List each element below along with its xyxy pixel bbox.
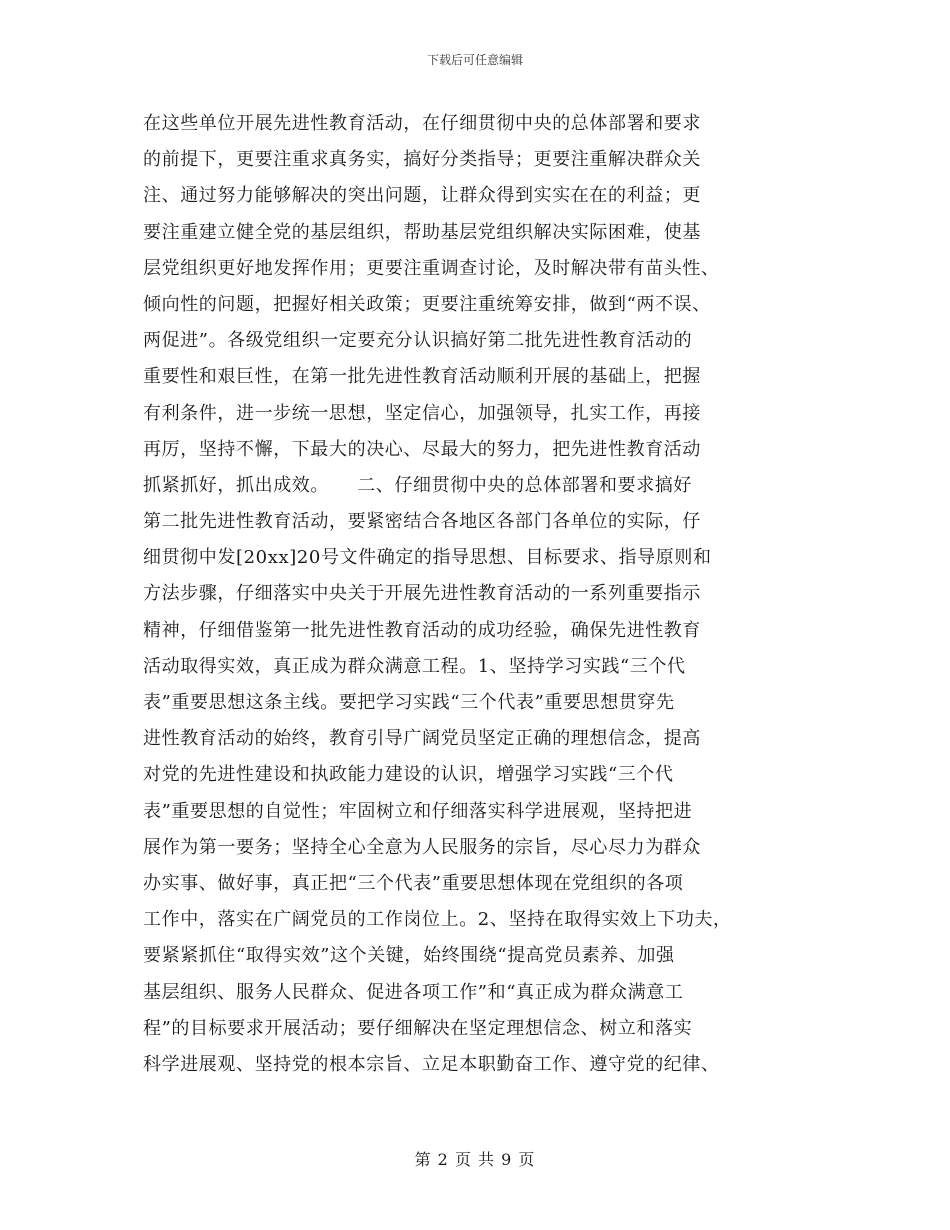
body-line: 方法步骤，仔细落实中央关于开展先进性教育活动的一系列重要指示 [143, 583, 701, 605]
body-line: 倾向性的问题，把握好相关政策；更要注重统筹安排，做到“两不误、 [143, 293, 711, 315]
body-line: 再厉，坚持不懈，下最大的决心、尽最大的努力，把先进性教育活动 [143, 438, 701, 460]
body-line: 重要性和艰巨性，在第一批先进性教育活动顺利开展的基础上，把握 [143, 366, 701, 388]
page-header: 下载后可任意编辑 [426, 53, 523, 67]
body-line: 在这些单位开展先进性教育活动，在仔细贯彻中央的总体部署和要求 [143, 113, 701, 134]
body-line: 注、通过努力能够解决的突出问题，让群众得到实实在在的利益；更 [143, 185, 701, 207]
body-line: 进性教育活动的始终，教育引导广阔党员坚定正确的理想信念，提高 [143, 728, 701, 750]
body-line: 表”重要思想这条主线。要把学习实践“三个代表”重要思想贯穿先 [143, 692, 675, 713]
body-line: 程”的目标要求开展活动；要仔细解决在坚定理想信念、树立和落实 [143, 1017, 693, 1039]
body-line: 抓紧抓好，抓出成效。 二、仔细贯彻中央的总体部署和要求搞好 [143, 474, 692, 496]
page-number: 第 2 页 共 9 页 [414, 1150, 536, 1169]
body-line: 细贯彻中发[20xx]20号文件确定的指导思想、目标要求、指导原则和 [143, 547, 712, 569]
body-line: 基层组织、服务人民群众、促进各项工作”和“真正成为群众满意工 [143, 981, 684, 1003]
document-body [143, 106, 803, 1083]
body-line: 工作中，落实在广阔党员的工作岗位上。2、坚持在取得实效上下功夫， [143, 909, 732, 931]
body-line: 层党组织更好地发挥作用；更要注重调查讨论，及时解决带有苗头性、 [143, 257, 720, 279]
body-line: 要注重建立健全党的基层组织，帮助基层党组织解决实际困难，使基 [143, 221, 701, 243]
body-line: 的前提下，更要注重求真务实，搞好分类指导；更要注重解决群众关 [143, 149, 701, 171]
body-line: 有利条件，进一步统一思想，坚定信心，加强领导，扎实工作，再接 [143, 402, 701, 424]
body-line: 办实事、做好事，真正把“三个代表”重要思想体现在党组织的各项 [143, 872, 684, 894]
body-line: 表”重要思想的自觉性；牢固树立和仔细落实科学进展观，坚持把进 [143, 800, 693, 822]
body-line: 两促进”。各级党组织一定要充分认识搞好第二批先进性教育活动的 [143, 330, 693, 352]
body-line: 展作为第一要务；坚持全心全意为人民服务的宗旨，尽心尽力为群众 [143, 836, 701, 858]
body-line: 对党的先进性建设和执政能力建设的认识，增强学习实践“三个代 [143, 764, 674, 786]
body-line: 活动取得实效，真正成为群众满意工程。1、坚持学习实践“三个代 [143, 655, 686, 677]
body-line: 第二批先进性教育活动，要紧密结合各地区各部门各单位的实际，仔 [143, 511, 701, 533]
body-line: 科学进展观、坚持党的根本宗旨、立足本职勤奋工作、遵守党的纪律、 [143, 1053, 720, 1075]
body-line: 精神，仔细借鉴第一批先进性教育活动的成功经验，确保先进性教育 [143, 619, 701, 641]
body-line: 要紧紧抓住“取得实效”这个关键，始终围绕“提高党员素养、加强 [143, 945, 675, 967]
